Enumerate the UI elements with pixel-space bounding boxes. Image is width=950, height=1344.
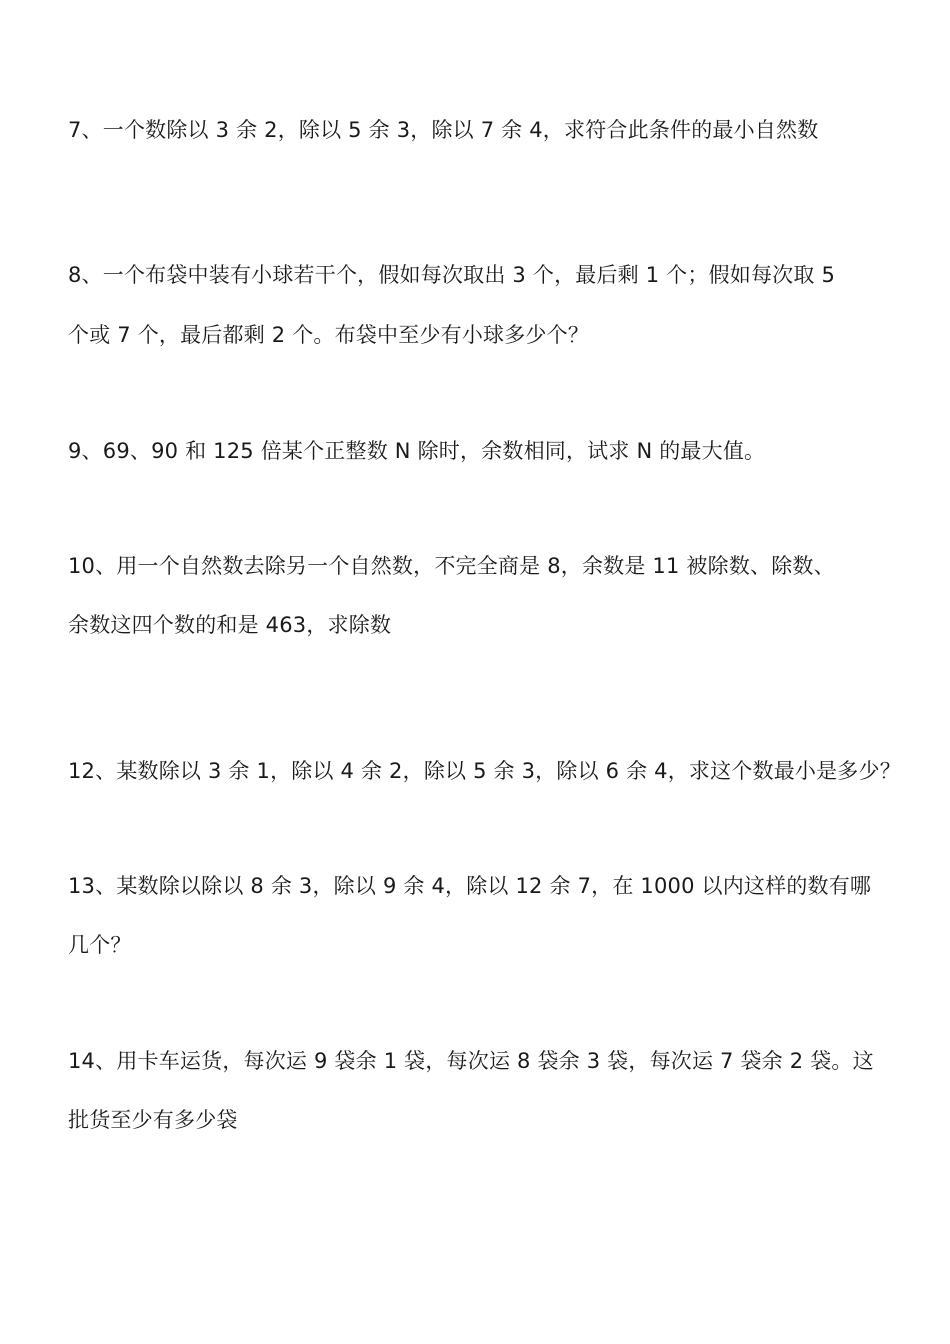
question-10-line-2: 余数这四个数的和是 463，求除数: [68, 613, 392, 637]
question-13-line-2: 几个？: [68, 933, 132, 957]
question-14-line-2: 批货至少有多少袋: [68, 1108, 238, 1132]
question-10-line-1: 10、用一个自然数去除另一个自然数，不完全商是 8，余数是 11 被除数、除数、: [68, 554, 835, 578]
question-7-line-1: 7、一个数除以 3 余 2，除以 5 余 3，除以 7 余 4，求符合此条件的最小自然数: [68, 118, 819, 142]
question-9-line-1: 9、69、90 和 125 倍某个正整数 N 除时，余数相同，试求 N 的最大值。: [68, 439, 766, 463]
question-14-line-1: 14、用卡车运货，每次运 9 袋余 1 袋，每次运 8 袋余 3 袋，每次运 7 袋余 2 袋。这: [68, 1049, 874, 1073]
question-8-line-2: 个或 7 个，最后都剩 2 个。布袋中至少有小球多少个？: [68, 323, 590, 347]
question-12-line-1: 12、某数除以 3 余 1，除以 4 余 2，除以 5 余 3，除以 6 余 4，求这个数最小是多少？: [68, 759, 901, 783]
question-8-line-1: 8、一个布袋中装有小球若干个，假如每次取出 3 个，最后剩 1 个；假如每次取 5: [68, 263, 836, 287]
question-13-line-1: 13、某数除以除以 8 余 3，除以 9 余 4，除以 12 余 7，在 1000 以内这样的数有哪: [68, 874, 872, 898]
